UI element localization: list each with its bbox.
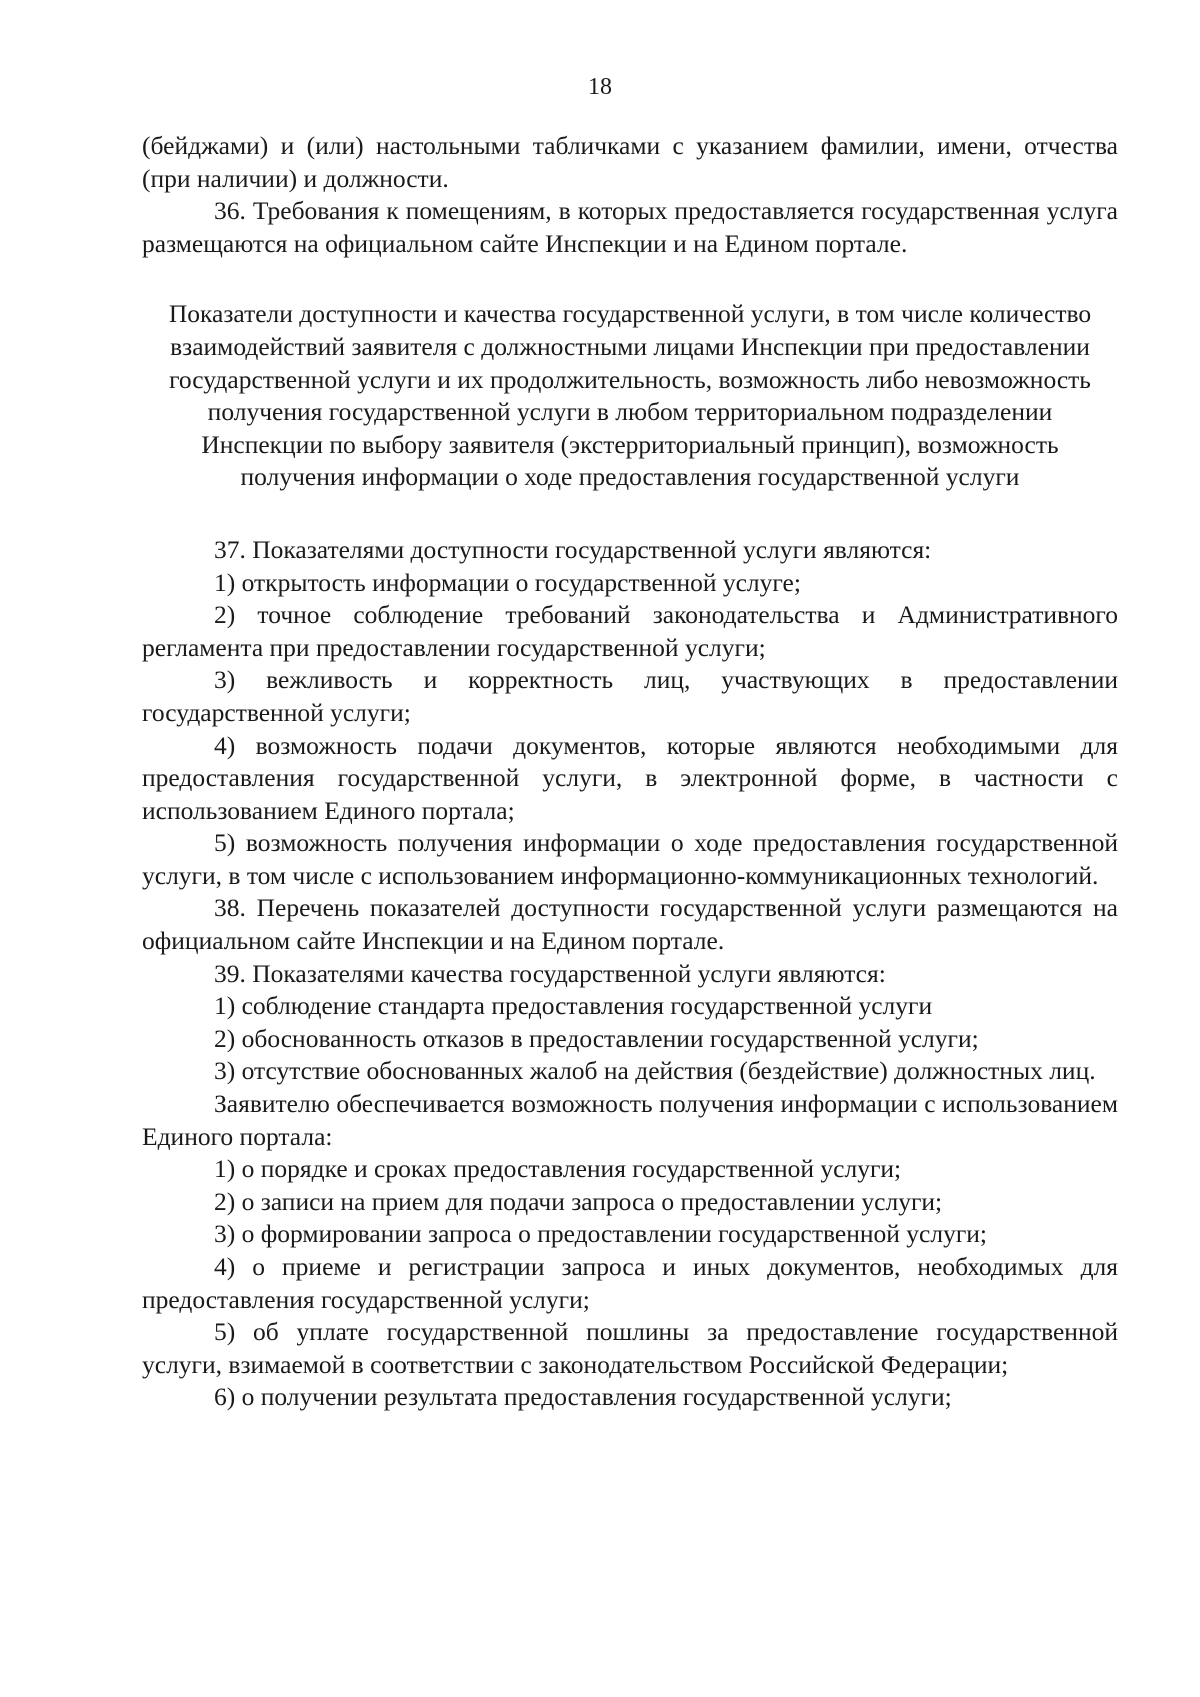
page-number: 18: [588, 74, 612, 100]
list-item-info-5: 5) об уплате государственной пошлины за предоставление государственной услуги, взимаемой в соответствии с законодательством Российской Федерации;: [142, 1317, 1118, 1379]
list-item-37-4: 4) возможность подачи документов, которые являются необходимыми для предоставления государственной услуги, в электронной форме, в частности с использованием Единого портала;: [142, 730, 1118, 825]
list-item-info-3: 3) о формировании запроса о предоставлении государственной услуги;: [214, 1219, 988, 1249]
paragraph-continuation: (бейджами) и (или) настольными табличками с указанием фамилии, имени, отчества (при наличии) и должности.: [142, 131, 1118, 193]
paragraph-applicant-info: Заявителю обеспечивается возможность получения информации с использованием Единого портала:: [142, 1089, 1118, 1151]
list-item-info-4: 4) о приеме и регистрации запроса и иных документов, необходимых для предоставления государственной услуги;: [142, 1252, 1118, 1314]
list-item-39-1: 1) соблюдение стандарта предоставления государственной услуги: [214, 991, 933, 1021]
list-item-info-2: 2) о записи на прием для подачи запроса о предоставлении услуги;: [214, 1186, 943, 1216]
list-item-info-6: 6) о получении результата предоставления государственной услуги;: [214, 1382, 952, 1412]
list-item-37-1: 1) открытость информации о государственной услуге;: [214, 567, 801, 597]
list-item-39-3: 3) отсутствие обоснованных жалоб на действия (бездействие) должностных лиц.: [214, 1056, 1096, 1086]
paragraph-38: 38. Перечень показателей доступности государственной услуги размещаются на официальном сайте Инспекции и на Едином портале.: [142, 893, 1118, 956]
paragraph-39: 39. Показателями качества государственной услуги являются:: [214, 958, 886, 988]
list-item-37-5: 5) возможность получения информации о ходе предоставления государственной услуги, в том числе с использованием информационно-коммуникационных технологий.: [142, 828, 1118, 890]
section-heading: Показатели доступности и качества государственной услуги, в том числе количество взаимодействий заявителя с должностными лицами Инспекции при предоставлении государственной услуги и их продолжительность, возможность либо невозможность получения государственной услуги в любом территориальном подразделении Инспекции по выбору заявителя (экстерриториальный принцип), возможность получения информации о ходе предоставления государственной услуги: [168, 299, 1092, 492]
list-item-39-2: 2) обоснованность отказов в предоставлении государственной услуги;: [214, 1023, 979, 1053]
paragraph-37: 37. Показателями доступности государственной услуги являются:: [214, 534, 932, 564]
list-item-info-1: 1) о порядке и сроках предоставления государственной услуги;: [214, 1154, 902, 1184]
document-body: [142, 130, 1118, 1414]
list-item-37-2: 2) точное соблюдение требований законодательства и Административного регламента при предоставлении государственной услуги;: [142, 600, 1118, 662]
list-item-37-3: 3) вежливость и корректность лиц, участвующих в предоставлении государственной услуги;: [142, 665, 1118, 727]
paragraph-36: 36. Требования к помещениям, в которых предоставляется государственная услуга размещаются на официальном сайте Инспекции и на Едином портале.: [142, 196, 1118, 258]
